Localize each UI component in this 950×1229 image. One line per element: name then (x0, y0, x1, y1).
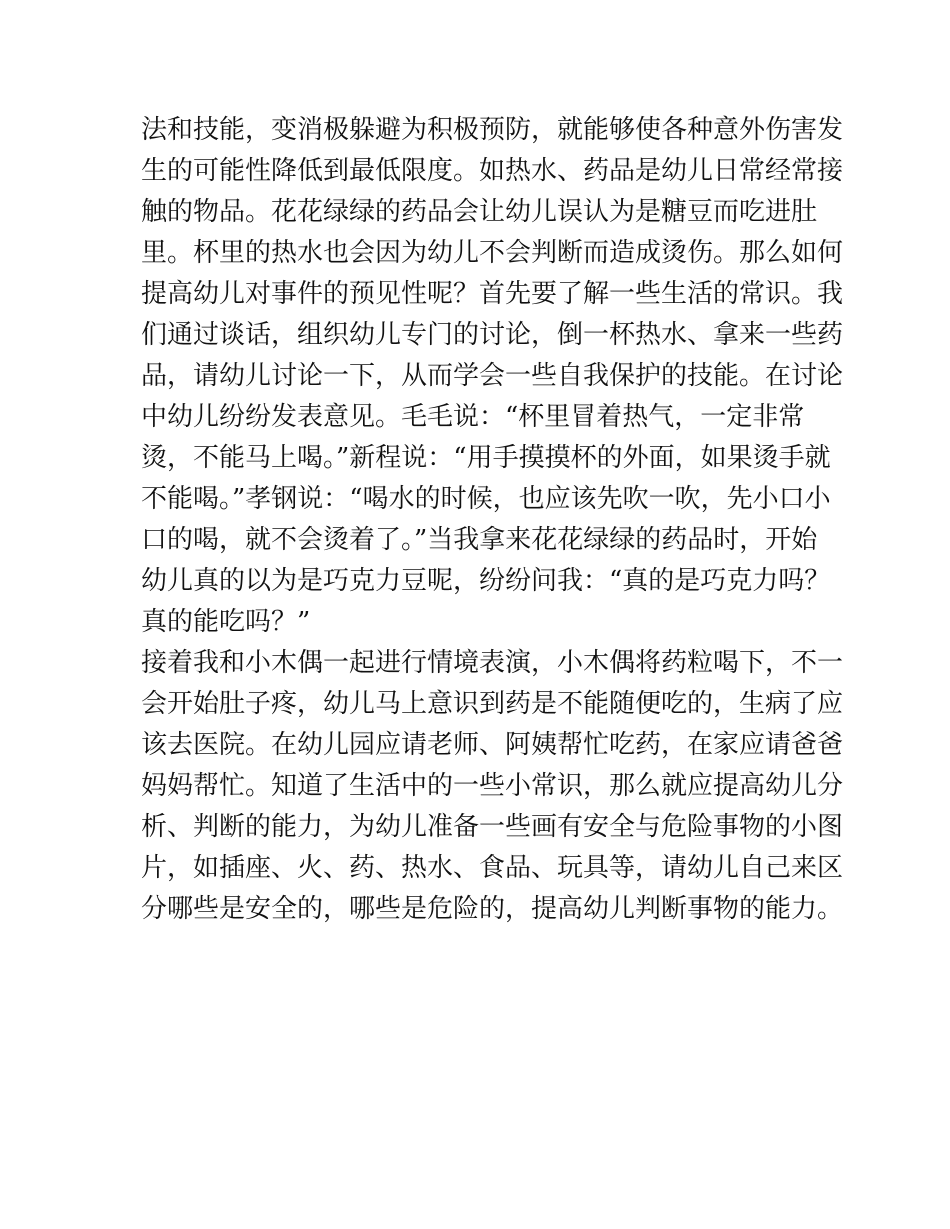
text-line: 接着我和小木偶一起进行情境表演，小木偶将药粒喝下，不一 (141, 648, 844, 678)
text-line: 幼儿真的以为是巧克力豆呢，纷纷问我：“真的是巧克力吗？ (141, 566, 831, 596)
text-line: 分哪些是安全的，哪些是危险的，提高幼儿判断事物的能力。 (141, 894, 844, 924)
text-line: 口的喝，就不会烫着了。”当我拿来花花绿绿的药品时，开始 (141, 525, 818, 555)
text-line: 触的物品。花花绿绿的药品会让幼儿误认为是糖豆而吃进肚 (141, 197, 818, 227)
text-line: 烫，不能马上喝。”新程说：“用手摸摸杯的外面，如果烫手就 (141, 443, 831, 473)
text-line: 提高幼儿对事件的预见性呢？首先要了解一些生活的常识。我 (141, 279, 844, 309)
text-line: 不能喝。”孝钢说：“喝水的时候，也应该先吹一吹，先小口小 (141, 484, 831, 514)
text-line: 真的能吃吗？” (141, 607, 311, 637)
text-line: 片，如插座、火、药、热水、食品、玩具等，请幼儿自己来区 (141, 853, 844, 883)
text-line: 该去医院。在幼儿园应请老师、阿姨帮忙吃药，在家应请爸爸 (141, 730, 844, 760)
text-line: 品，请幼儿讨论一下，从而学会一些自我保护的技能。在讨论 (141, 361, 844, 391)
text-line: 会开始肚子疼，幼儿马上意识到药是不能随便吃的，生病了应 (141, 689, 844, 719)
text-line: 析、判断的能力，为幼儿准备一些画有安全与危险事物的小图 (141, 812, 844, 842)
text-line: 里。杯里的热水也会因为幼儿不会判断而造成烫伤。那么如何 (141, 238, 844, 268)
text-line: 妈妈帮忙。知道了生活中的一些小常识，那么就应提高幼儿分 (141, 771, 844, 801)
body-text (141, 110, 844, 930)
text-line: 生的可能性降低到最低限度。如热水、药品是幼儿日常经常接 (141, 156, 844, 186)
text-line: 们通过谈话，组织幼儿专门的讨论，倒一杯热水、拿来一些药 (141, 320, 844, 350)
text-line: 法和技能，变消极躲避为积极预防，就能够使各种意外伤害发 (141, 115, 844, 145)
text-line: 中幼儿纷纷发表意见。毛毛说：“杯里冒着热气，一定非常 (141, 402, 805, 432)
